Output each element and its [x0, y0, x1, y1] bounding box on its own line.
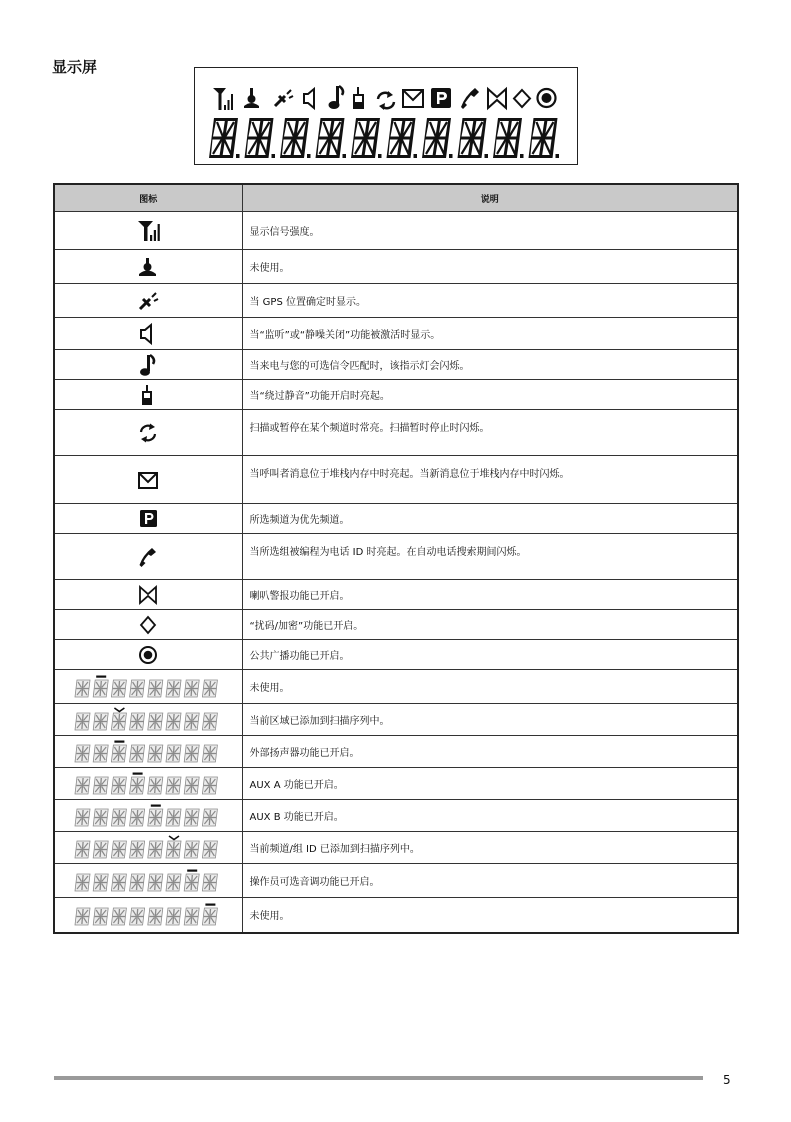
page-number: 5 — [723, 1073, 731, 1087]
description-cell: 未使用。 — [242, 250, 738, 284]
description-cell: 当 GPS 位置确定时显示。 — [242, 284, 738, 318]
icon-cell — [54, 380, 242, 410]
icon-cell — [54, 736, 242, 768]
bowtie-icon — [136, 590, 160, 601]
table-row — [54, 610, 738, 640]
segment-bar-2-icon — [73, 682, 223, 693]
description-cell: 外部扬声器功能已开启。 — [242, 736, 738, 768]
description-cell: 所选频道为优先频道。 — [242, 504, 738, 534]
table-row — [54, 318, 738, 350]
diamond-icon — [136, 620, 160, 631]
icon-cell — [54, 212, 242, 250]
icon-cell — [54, 318, 242, 350]
table-row — [54, 768, 738, 800]
table-row — [54, 704, 738, 736]
lcd-character — [351, 118, 382, 158]
icon-cell — [54, 832, 242, 864]
signal-strength-icon — [213, 88, 233, 110]
description-cell: 公共广播功能已开启。 — [242, 640, 738, 670]
description-cell: 当前频道/组 ID 已添加到扫描序列中。 — [242, 832, 738, 864]
phone-icon — [136, 552, 160, 563]
target-icon — [136, 650, 160, 661]
icon-cell — [54, 580, 242, 610]
table-row — [54, 898, 738, 933]
segment-caret-3-icon — [73, 715, 223, 726]
description-cell: 显示信号强度。 — [242, 212, 738, 250]
table-row — [54, 504, 738, 534]
table-row — [54, 350, 738, 380]
description-cell: “扰码/加密”功能已开启。 — [242, 610, 738, 640]
icon-cell — [54, 610, 242, 640]
priority-p-icon — [431, 88, 451, 108]
description-cell: 当“绕过静音”功能开启时亮起。 — [242, 380, 738, 410]
icon-cell — [54, 640, 242, 670]
table-row — [54, 832, 738, 864]
speaker-icon — [136, 329, 160, 340]
priority-p-icon — [136, 514, 160, 525]
target-icon — [538, 89, 556, 107]
lcd-character — [422, 118, 453, 158]
lcd-character-row — [209, 118, 559, 158]
speaker-icon — [304, 89, 314, 108]
scan-icon — [378, 91, 394, 110]
note-icon — [136, 360, 160, 371]
icon-cell — [54, 250, 242, 284]
table-row — [54, 534, 738, 580]
icon-cell — [54, 768, 242, 800]
icon-column-header: 图标 — [54, 184, 242, 212]
note-icon — [329, 86, 344, 109]
scan-icon — [136, 428, 160, 439]
icon-cell — [54, 350, 242, 380]
segment-bar-4-icon — [73, 779, 223, 790]
description-cell: 当“监听”或“静噪关闭”功能被激活时显示。 — [242, 318, 738, 350]
description-cell: 当来电与您的可选信令匹配时，该指示灯会闪烁。 — [242, 350, 738, 380]
lcd-character — [387, 118, 418, 158]
icon-cell — [54, 504, 242, 534]
segment-bar-3-icon — [73, 747, 223, 758]
table-row — [54, 670, 738, 704]
table-header-row — [54, 184, 738, 212]
description-cell: 未使用。 — [242, 670, 738, 704]
joystick-icon — [136, 262, 160, 273]
icon-cell — [54, 864, 242, 898]
icon-cell — [54, 284, 242, 318]
segment-caret-6-icon — [73, 843, 223, 854]
description-cell: AUX B 功能已开启。 — [242, 800, 738, 832]
description-cell: 当呼叫者消息位于堆栈内存中时亮起。当新消息位于堆栈内存中时闪烁。 — [242, 456, 738, 504]
description-cell: 扫描或暂停在某个频道时常亮。扫描暂时停止时闪烁。 — [242, 410, 738, 456]
icon-cell — [54, 670, 242, 704]
joystick-icon — [244, 88, 259, 108]
mail-icon — [136, 475, 160, 486]
signal-strength-icon — [136, 226, 160, 237]
table-row — [54, 212, 738, 250]
icon-cell — [54, 410, 242, 456]
description-column-header: 说明 — [242, 184, 738, 212]
table-row — [54, 736, 738, 768]
icon-cell — [54, 704, 242, 736]
icon-table — [53, 183, 739, 934]
table-row — [54, 250, 738, 284]
segment-bar-8-icon — [73, 910, 223, 921]
icon-cell — [54, 456, 242, 504]
table-row — [54, 380, 738, 410]
lcd-character — [493, 118, 524, 158]
table-row — [54, 864, 738, 898]
lcd-character — [529, 118, 560, 158]
table-row — [54, 410, 738, 456]
table-row — [54, 284, 738, 318]
segment-bar-7-icon — [73, 876, 223, 887]
table-row — [54, 800, 738, 832]
footer-rule — [54, 1076, 703, 1080]
description-cell: 当前区域已添加到扫描序列中。 — [242, 704, 738, 736]
table-row — [54, 640, 738, 670]
lcd-character — [280, 118, 311, 158]
lcd-character — [316, 118, 347, 158]
bowtie-icon — [488, 89, 506, 108]
gps-icon — [275, 90, 293, 106]
table-row — [54, 580, 738, 610]
phone-icon — [461, 88, 479, 109]
description-cell: 当所选组被编程为电话 ID 时亮起。在自动电话搜索期间闪烁。 — [242, 534, 738, 580]
description-cell: AUX A 功能已开启。 — [242, 768, 738, 800]
table-row — [54, 456, 738, 504]
segment-bar-5-icon — [73, 811, 223, 822]
bypass-icon — [136, 390, 160, 401]
icon-cell — [54, 800, 242, 832]
description-cell: 喇叭警报功能已开启。 — [242, 580, 738, 610]
bypass-icon — [354, 87, 363, 108]
description-cell: 未使用。 — [242, 898, 738, 933]
section-title: 显示屏 — [52, 58, 98, 76]
description-cell: 操作员可选音调功能已开启。 — [242, 864, 738, 898]
lcd-display-diagram — [194, 67, 578, 165]
icon-cell — [54, 898, 242, 933]
mail-icon — [403, 90, 423, 107]
lcd-character — [458, 118, 489, 158]
lcd-character — [209, 118, 240, 158]
gps-icon — [136, 296, 160, 307]
icon-cell — [54, 534, 242, 580]
diamond-icon — [514, 90, 530, 107]
lcd-character — [245, 118, 276, 158]
